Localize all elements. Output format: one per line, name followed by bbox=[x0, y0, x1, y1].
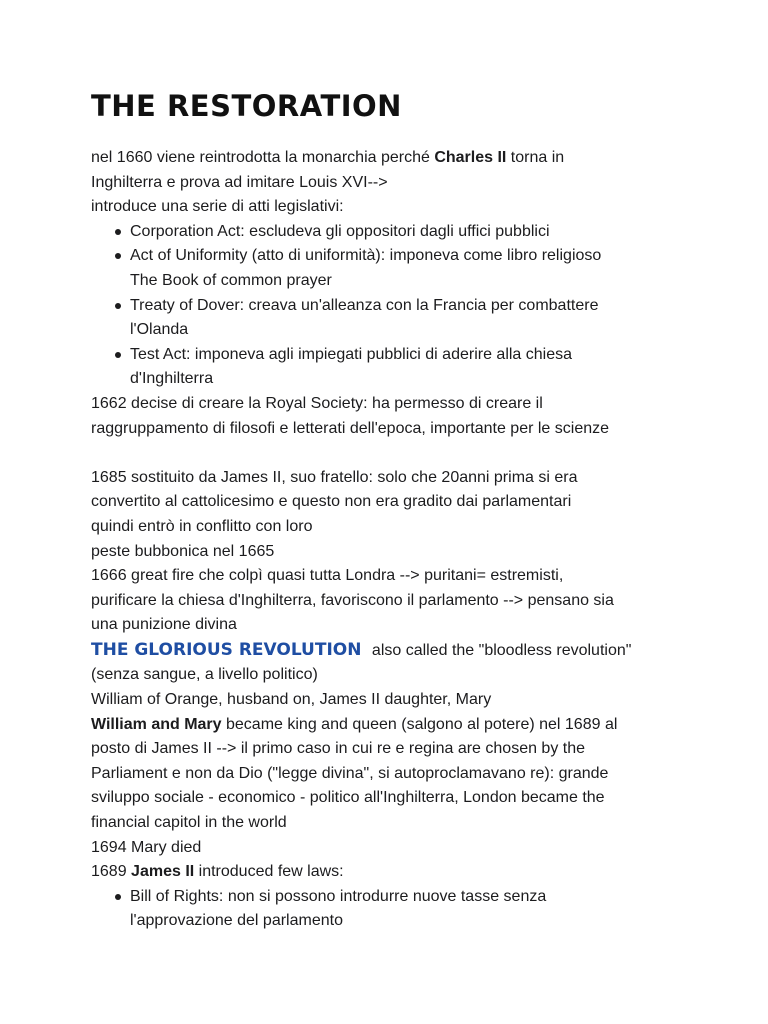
glorious-line-9: 1694 Mary died bbox=[91, 838, 202, 856]
james-line-7: una punizione divina bbox=[91, 616, 237, 634]
intro-line-1 bbox=[91, 146, 681, 171]
glorious-line-4 bbox=[91, 713, 681, 738]
glorious-line-8: financial capitol in the world bbox=[91, 814, 287, 832]
acts-list bbox=[91, 220, 681, 392]
list-item-text: Treaty of Dover: creava un'alleanza con la Francia per combattere bbox=[130, 296, 599, 314]
intro-text: nel 1660 viene reintrodotta la monarchia perché bbox=[91, 149, 435, 166]
spacer bbox=[91, 441, 681, 466]
glorious-line-10-rest: introduced few laws: bbox=[194, 863, 344, 881]
list-item bbox=[130, 294, 681, 343]
glorious-line-5: posto di James II --> il primo caso in cui re e regina are chosen by the bbox=[91, 740, 586, 758]
glorious-line-3: William of Orange, husband on, James II daughter, Mary bbox=[91, 691, 492, 709]
intro-text-rest: torna in bbox=[506, 149, 565, 166]
list-item-text: Act of Uniformity (atto di uniformità): imponeva come libro religioso bbox=[130, 247, 602, 265]
glorious-heading-rest: also called the "bloodless revolution" bbox=[367, 641, 632, 659]
james-line-4: peste bubbonica nel 1665 bbox=[91, 542, 275, 560]
william-and-mary-bold: William and Mary bbox=[91, 715, 222, 733]
year-text: 1689 bbox=[91, 863, 132, 881]
society-line-2: raggruppamento di filosofi e letterati dell'epoca, importante per le scienze bbox=[91, 419, 610, 437]
list-item-text: Bill of Rights: non si possono introdurre nuove tasse senza bbox=[130, 887, 547, 905]
list-item bbox=[130, 220, 681, 245]
intro-line-2: Inghilterra e prova ad imitare Louis XVI--> bbox=[91, 173, 388, 191]
glorious-line-6: Parliament e non da Dio ("legge divina", si autoproclamavano re): grande bbox=[91, 764, 609, 782]
james-line-3: quindi entrò in conflitto con loro bbox=[91, 517, 313, 535]
list-item-text: Test Act: imponeva agli impiegati pubblici di aderire alla chiesa bbox=[130, 345, 573, 363]
james-line-6: purificare la chiesa d'Inghilterra, favoriscono il parlamento --> pensano sia bbox=[91, 591, 614, 609]
glorious-line-2: (senza sangue, a livello politico) bbox=[91, 666, 318, 684]
document-page bbox=[91, 86, 681, 934]
list-item-text-cont: l'approvazione del parlamento bbox=[130, 912, 343, 930]
list-item-text-cont: l'Olanda bbox=[130, 321, 189, 339]
list-item bbox=[130, 244, 681, 293]
glorious-heading-line bbox=[91, 638, 681, 664]
intro-line-3: introduce una serie di atti legislativi: bbox=[91, 198, 344, 216]
section-heading: THE GLORIOUS REVOLUTION bbox=[91, 639, 362, 660]
james-line-1: 1685 sostituito da James II, suo fratello: solo che 20anni prima si era bbox=[91, 468, 578, 486]
charles-ii-bold: Charles II bbox=[434, 149, 507, 166]
list-item bbox=[130, 343, 681, 392]
glorious-line-10 bbox=[91, 860, 681, 885]
list-item-text-cont: d'Inghilterra bbox=[130, 370, 214, 388]
glorious-line-7: sviluppo sociale - economico - politico all'Inghilterra, London became the bbox=[91, 789, 605, 807]
page-title: THE RESTORATION bbox=[91, 89, 402, 123]
james-line-2: convertito al cattolicesimo e questo non era gradito dai parlamentari bbox=[91, 493, 572, 511]
james-line-5: 1666 great fire che colpì quasi tutta Londra --> puritani= estremisti, bbox=[91, 567, 564, 585]
list-item-text: Corporation Act: escludeva gli oppositori dagli uffici pubblici bbox=[130, 222, 550, 240]
glorious-line-4-rest: became king and queen (salgono al potere) nel 1689 al bbox=[221, 715, 618, 733]
laws-list bbox=[91, 885, 681, 934]
list-item bbox=[130, 885, 681, 934]
james-ii-bold: James II bbox=[131, 863, 195, 881]
society-line-1: 1662 decise di creare la Royal Society: ha permesso di creare il bbox=[91, 394, 543, 412]
list-item-text-cont: The Book of common prayer bbox=[130, 271, 332, 289]
